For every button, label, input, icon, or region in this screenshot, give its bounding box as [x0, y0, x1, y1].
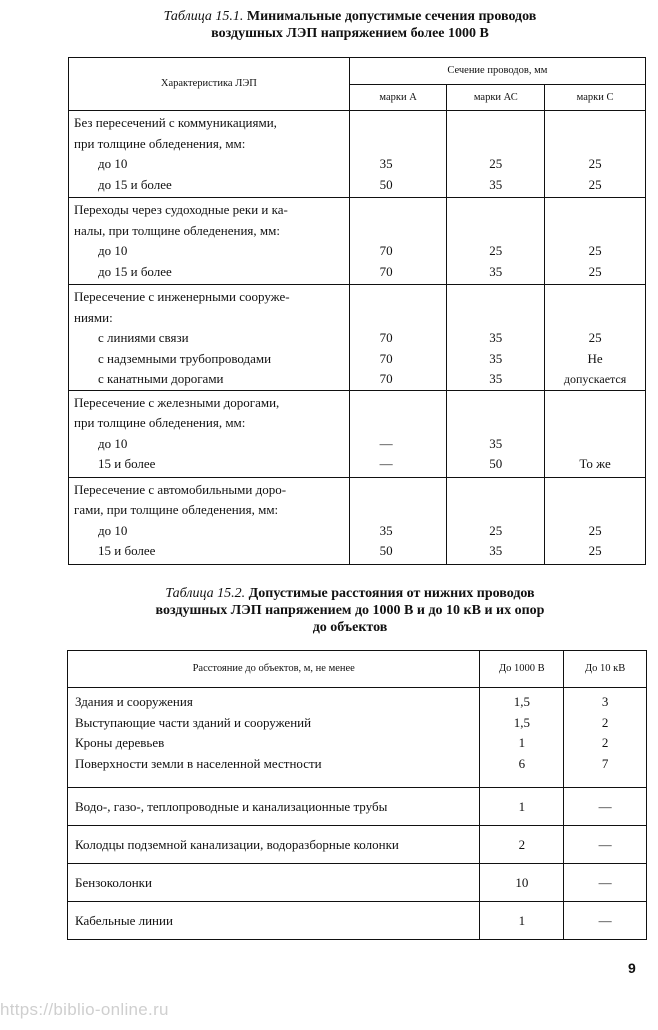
- table2-value-to-10kv: —: [564, 826, 647, 864]
- table1-value: 50: [379, 543, 393, 558]
- table1-row-text: при толщине обледенения, мм:: [74, 135, 246, 151]
- table1-value: [545, 500, 645, 521]
- table1-cell-grade-ac: [447, 477, 545, 564]
- table1-value: 35: [489, 543, 503, 558]
- table1-value: 70: [379, 263, 393, 279]
- table1-row-text: 15 и более: [98, 456, 156, 471]
- table1-value: 50: [379, 176, 393, 192]
- table1-row-text: Пересечение с железными дорогами,: [74, 394, 280, 410]
- table2-caption-title-line2: воздушных ЛЭП напряжением до 1000 В и до 10 кВ и их опор: [155, 603, 545, 618]
- table2-value-to-1000v: 10: [480, 864, 564, 902]
- table1-value: [447, 413, 544, 434]
- table1-header-grade-c: марки С: [545, 85, 646, 111]
- table2-value-to-10kv: —: [564, 864, 647, 902]
- table1-row-text: до 15 и более: [98, 176, 172, 192]
- table1-header-grade-a: марки А: [349, 85, 447, 111]
- table1-value: [447, 287, 544, 308]
- table1-row-description: [69, 285, 350, 391]
- table2-value-to-10kv: —: [564, 788, 647, 826]
- table1-cell-grade-a: [349, 390, 447, 477]
- table1-value: [545, 221, 645, 242]
- table1-value: [545, 134, 645, 155]
- table2-group-description: [68, 688, 480, 788]
- table1-value: Не: [587, 350, 603, 366]
- table1-value: 70: [379, 350, 393, 366]
- source-watermark: https://biblio-online.ru: [0, 1000, 169, 1019]
- table2-row: [68, 788, 647, 826]
- table1-value: [350, 393, 423, 414]
- table1-value: 25: [489, 243, 503, 258]
- table2-row-description: Кабельные линии: [68, 902, 480, 940]
- table2-header-to-1000v: До 1000 В: [480, 651, 564, 688]
- table2-row: [68, 826, 647, 864]
- table1-value: 70: [379, 243, 393, 258]
- table1-header-grade-ac: марки АС: [447, 85, 545, 111]
- table2-group-to-10kv: [564, 688, 647, 788]
- table1-row: [69, 198, 646, 285]
- table1-value: [350, 113, 423, 134]
- table1-value: [447, 134, 544, 155]
- table1-value: 25: [588, 243, 602, 258]
- table2-caption: [60, 585, 640, 636]
- table1-row-description: [69, 111, 350, 198]
- table1-row-text: при толщине обледенения, мм:: [74, 415, 246, 430]
- table1-value: [447, 480, 544, 501]
- table1-row-description: [69, 198, 350, 285]
- table1-row-text: до 10: [98, 156, 128, 171]
- table1-caption: [60, 8, 640, 42]
- table2-value: 1,5: [513, 714, 530, 730]
- table1-row-text: до 10: [98, 435, 128, 451]
- table1-row: [69, 285, 646, 391]
- table1-row-text: Переходы через судоходные реки и ка-: [74, 202, 288, 217]
- table1-value: 35: [379, 156, 393, 171]
- table1-header-characteristic: Характеристика ЛЭП: [69, 58, 350, 111]
- table2-row-group: [68, 688, 647, 788]
- table2-value: 2: [601, 735, 609, 750]
- table1-min-wire-sections: [68, 57, 646, 565]
- table2-value: 2: [601, 714, 609, 730]
- table2-caption-title-line1: Допустимые расстояния от нижних проводов: [248, 586, 535, 601]
- table1-row-text: Пересечение с инженерными сооруже-: [74, 289, 290, 304]
- table1-row-text: ниями:: [74, 309, 113, 325]
- table2-row-description: Колодцы подземной канализации, водоразборные колонки: [68, 826, 480, 864]
- table2-value: 7: [601, 755, 609, 771]
- table2-value-to-10kv: —: [564, 902, 647, 940]
- table1-value: 25: [489, 156, 503, 171]
- table1-value: [545, 200, 645, 221]
- table1-value: [350, 134, 423, 155]
- table1-value: То же: [579, 456, 611, 471]
- table1-caption-title-line2: воздушных ЛЭП напряжением более 1000 В: [211, 26, 489, 41]
- table1-value: [545, 413, 645, 434]
- table1-value: 25: [588, 156, 602, 171]
- table1-row-text: 15 и более: [98, 543, 156, 558]
- table2-row-description: Бензоколонки: [68, 864, 480, 902]
- table1-value: 35: [489, 371, 503, 386]
- table1-value: 25: [588, 522, 602, 538]
- table2-row: [68, 864, 647, 902]
- table1-cell-grade-c: [545, 111, 646, 198]
- table2-caption-title-line3: до объектов: [312, 620, 388, 635]
- table1-row: [69, 477, 646, 564]
- table1-value: допускается: [563, 372, 627, 386]
- table1-value: [447, 500, 544, 521]
- table2-row-text: Кроны деревьев: [75, 735, 165, 750]
- table1-value: 35: [379, 522, 393, 538]
- table1-row-text: с надземными трубопроводами: [98, 350, 272, 366]
- table1-cell-grade-c: [545, 390, 646, 477]
- table1-row-text: до 10: [98, 243, 128, 258]
- table1-value: [350, 500, 423, 521]
- table2-group-to-1000v: [480, 688, 564, 788]
- table1-value: [350, 308, 423, 329]
- table2-row: [68, 902, 647, 940]
- table1-value: [545, 308, 645, 329]
- table2-row-description: Водо-, газо-, теплопроводные и канализационные трубы: [68, 788, 480, 826]
- table1-row-text: Без пересечений с коммуникациями,: [74, 115, 277, 130]
- table1-value: [447, 200, 544, 221]
- table2-header-distance: Расстояние до объектов, м, не менее: [68, 651, 480, 688]
- table2-value: 6: [518, 755, 526, 771]
- table1-row-text: с канатными дорогами: [98, 371, 224, 386]
- table1-value: [447, 221, 544, 242]
- page-number: 9: [628, 960, 636, 976]
- table1-value: 35: [489, 176, 503, 192]
- table1-row-text: налы, при толщине обледенения, мм:: [74, 222, 280, 238]
- table1-caption-title-line1: Минимальные допустимые сечения проводов: [246, 9, 537, 24]
- table1-cell-grade-a: [349, 477, 447, 564]
- table1-row-text: Пересечение с автомобильными доро-: [74, 481, 287, 497]
- table1-value: 35: [489, 435, 503, 451]
- table1-cell-grade-ac: [447, 111, 545, 198]
- table1-value: 70: [379, 330, 393, 345]
- table1-value: [350, 200, 423, 221]
- table2-row-text: Здания и сооружения: [75, 694, 193, 709]
- table1-value: [545, 480, 645, 501]
- table1-value: 25: [588, 543, 602, 558]
- table1-value: [545, 287, 645, 308]
- table1-value: [350, 480, 423, 501]
- table1-cell-grade-c: [545, 198, 646, 285]
- table1-cell-grade-ac: [447, 198, 545, 285]
- table1-cell-grade-c: [545, 285, 646, 391]
- table2-header-to-10kv: До 10 кВ: [564, 651, 647, 688]
- table1-value: 25: [489, 522, 503, 538]
- table1-cell-grade-ac: [447, 285, 545, 391]
- table1-value: 35: [489, 350, 503, 366]
- table2-allowed-distances: [67, 650, 647, 940]
- table2-value: 3: [601, 694, 609, 709]
- table1-cell-grade-ac: [447, 390, 545, 477]
- table1-cell-grade-a: [349, 198, 447, 285]
- table1-value: 25: [588, 330, 602, 345]
- table1-caption-number: Таблица 15.1.: [163, 9, 244, 24]
- table1-cell-grade-a: [349, 111, 447, 198]
- table1-row: [69, 390, 646, 477]
- table1-value: 25: [588, 263, 602, 279]
- table1-row-text: до 10: [98, 522, 128, 538]
- table1-value: [447, 113, 544, 134]
- table2-value-to-1000v: 1: [480, 902, 564, 940]
- table1-row-description: [69, 477, 350, 564]
- table2-value-to-1000v: 1: [480, 788, 564, 826]
- table1-value: —: [379, 456, 393, 471]
- table1-header-section: Сечение проводов, мм: [349, 58, 645, 85]
- table1-value: 50: [489, 456, 503, 471]
- table1-cell-grade-c: [545, 477, 646, 564]
- table1-value: [350, 221, 423, 242]
- table1-row-text: до 15 и более: [98, 263, 172, 279]
- table1-row: [69, 111, 646, 198]
- table2-caption-number: Таблица 15.2.: [165, 586, 246, 601]
- table2-row-text: Выступающие части зданий и сооружений: [75, 714, 312, 730]
- table1-value: —: [379, 435, 393, 451]
- table1-value: [447, 393, 544, 414]
- table2-value: 1: [518, 735, 526, 750]
- table1-value: [545, 434, 645, 455]
- table2-value: 1,5: [513, 694, 530, 709]
- table1-value: [350, 413, 423, 434]
- table1-value: 35: [489, 263, 503, 279]
- table2-value-to-1000v: 2: [480, 826, 564, 864]
- table1-value: 25: [588, 176, 602, 192]
- table1-value: 70: [379, 371, 393, 386]
- table1-value: 35: [489, 330, 503, 345]
- table2-row-text: Поверхности земли в населенной местности: [75, 755, 322, 771]
- table1-row-text: гами, при толщине обледенения, мм:: [74, 502, 279, 517]
- table1-cell-grade-a: [349, 285, 447, 391]
- table1-value: [545, 113, 645, 134]
- table1-row-description: [69, 390, 350, 477]
- table1-row-text: с линиями связи: [98, 330, 189, 345]
- table1-value: [447, 308, 544, 329]
- table1-value: [350, 287, 423, 308]
- table1-value: [545, 393, 645, 414]
